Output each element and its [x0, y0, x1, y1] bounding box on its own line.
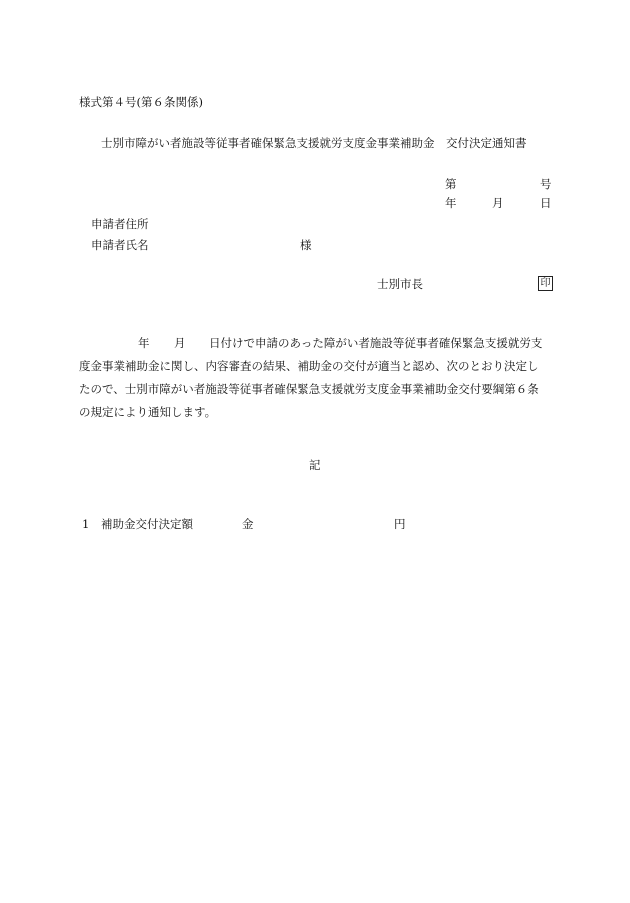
issuer-title: 士別市長: [377, 277, 423, 291]
applicant-address-label: 申請者住所: [91, 217, 149, 231]
item-yen: 円: [394, 517, 406, 531]
applicant-honorific: 様: [300, 238, 312, 252]
ref-nen: 年: [445, 196, 457, 210]
ki-heading: 記: [309, 458, 321, 472]
body-line4: の規定により通知します。: [79, 405, 217, 419]
ref-dai: 第: [445, 177, 457, 191]
item-number: 1: [82, 517, 90, 531]
applicant-name-label: 申請者氏名: [91, 238, 149, 252]
document-title: 士別市障がい者施設等従事者確保緊急支援就労支度金事業補助金 交付決定通知書: [101, 136, 527, 150]
seal-mark: 印: [538, 276, 553, 291]
ref-tsuki: 月: [492, 196, 504, 210]
form-number: 様式第４号(第６条関係): [79, 95, 203, 109]
body-date-nen: 年: [138, 336, 150, 350]
item-kin: 金: [242, 517, 254, 531]
body-date-tsuki: 月: [174, 336, 186, 350]
body-line1: 日付けで申請のあった障がい者施設等従事者確保緊急支援就労支: [209, 336, 543, 350]
ref-go: 号: [540, 177, 552, 191]
body-line2: 度金事業補助金に関し、内容審査の結果、補助金の交付が適当と認め、次のとおり決定し: [79, 359, 539, 373]
body-line3: たので、士別市障がい者施設等従事者確保緊急支援就労支度金事業補助金交付要綱第６条: [79, 382, 539, 396]
ref-hi: 日: [540, 196, 552, 210]
item-label: 補助金交付決定額: [101, 517, 193, 531]
